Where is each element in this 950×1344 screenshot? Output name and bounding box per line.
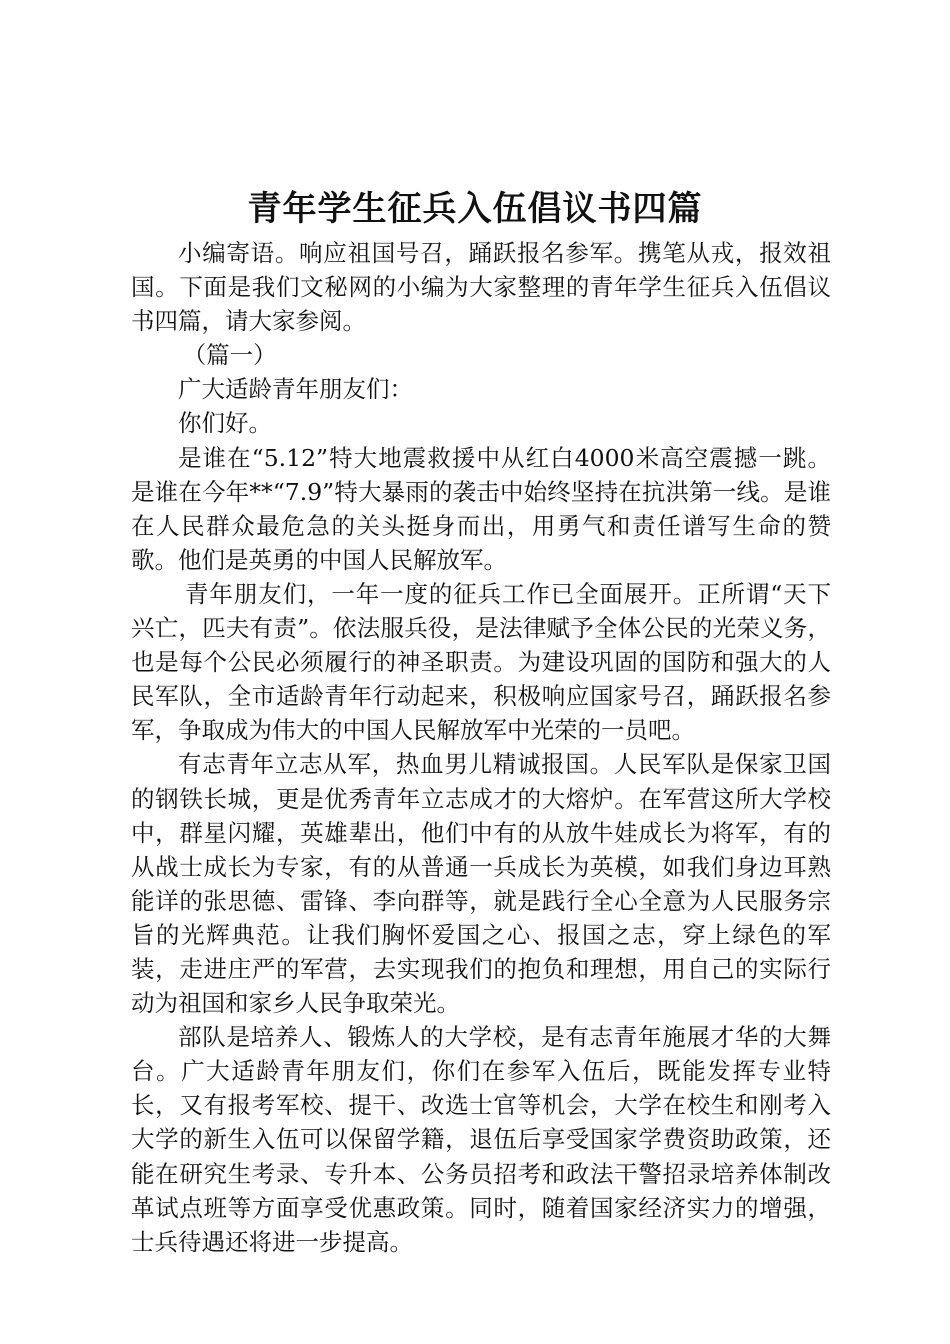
body-paragraph: 有志青年立志从军，热血男儿精诚报国。人民军队是保家卫国的钢铁长城，更是优秀青年立志成才的大熔炉。在军营这所大学校中，群星闪耀，英雄辈出，他们中有的从放牛娃成长为将军，有的从战士成长为专家，有的从普通一兵成长为英模，如我们身边耳熟能详的张思德、雷锋、李向群等，就是践行全心全意为人民服务宗旨的光辉典范。让我们胸怀爱国之心、报国之志，穿上绿色的军装，走进庄严的军营，去实现我们的抱负和理想，用自己的实际行动为祖国和家乡人民争取荣光。: [131, 750, 831, 1018]
intro-paragraph: 小编寄语。响应祖国号召，踊跃报名参军。携笔从戎，报效祖国。下面是我们文秘网的小编为大家整理的青年学生征兵入伍倡议书四篇，请大家参阅。: [131, 239, 831, 336]
document-title: 青年学生征兵入伍倡议书四篇: [247, 189, 703, 229]
body-paragraph: 是谁在“5.12”特大地震救援中从红白4000米高空震撼一跳。是谁在今年**“7.9”特大暴雨的袭击中始终坚持在抗洪第一线。是谁在人民群众最危急的关头挺身而出，用勇气和责任谱写生命的赞歌。他们是英勇的中国人民解放军。: [131, 443, 831, 574]
body-paragraph: 部队是培养人、锻炼人的大学校，是有志青年施展才华的大舞台。广大适龄青年朋友们，你们在参军入伍后，既能发挥专业特长，又有报考军校、提干、改选士官等机会，大学在校生和刚考入大学的新生入伍可以保留学籍，退伍后享受国家学费资助政策，还能在研究生考录、专升本、公务员招考和政法干警招录培养体制改革试点班等方面享受优惠政策。同时，随着国家经济实力的增强，士兵待遇还将进一步提高。: [131, 1023, 831, 1256]
section-heading: （篇一）: [182, 341, 277, 370]
body-paragraph: 青年朋友们，一年一度的征兵工作已全面展开。正所谓“天下兴亡，匹夫有责”。依法服兵役，是法律赋予全体公民的光荣义务，也是每个公民必须履行的神圣职责。为建设巩固的国防和强大的人民军队，全市适龄青年行动起来，积极响应国家号召，踊跃报名参军，争取成为伟大的中国人民解放军中光荣的一员吧。: [131, 579, 831, 745]
greeting: 你们好。: [178, 409, 272, 438]
document-body: [131, 236, 831, 1259]
salutation: 广大适龄青年朋友们：: [178, 375, 413, 404]
